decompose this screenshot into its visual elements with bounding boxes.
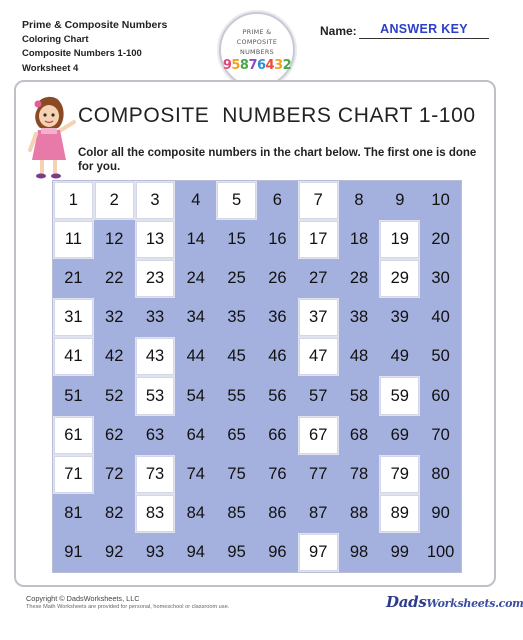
number-cell[interactable]: 54 — [175, 376, 216, 415]
number-cell[interactable]: 72 — [94, 455, 135, 494]
number-cell[interactable]: 31 — [53, 298, 94, 337]
number-cell[interactable]: 48 — [339, 337, 380, 376]
number-cell[interactable]: 62 — [94, 416, 135, 455]
number-cell[interactable]: 76 — [257, 455, 298, 494]
logo-digit: 8 — [239, 58, 249, 73]
number-cell[interactable]: 14 — [175, 220, 216, 259]
header-worksheet-number: Worksheet 4 — [22, 62, 79, 74]
number-cell[interactable]: 56 — [257, 376, 298, 415]
brand-main: Dads — [386, 593, 427, 611]
number-cell[interactable]: 42 — [94, 337, 135, 376]
number-cell[interactable]: 33 — [135, 298, 176, 337]
number-cell[interactable]: 91 — [53, 533, 94, 572]
prime-composite-logo — [219, 12, 295, 88]
number-cell[interactable]: 99 — [379, 533, 420, 572]
dadsworksheets-logo — [386, 593, 523, 611]
number-cell[interactable]: 25 — [216, 259, 257, 298]
number-cell[interactable]: 19 — [379, 220, 420, 259]
number-cell[interactable]: 83 — [135, 494, 176, 533]
logo-text-line1: PRIME & — [242, 28, 272, 36]
number-cell[interactable]: 90 — [420, 494, 461, 533]
brand-sub: Worksheets.com — [426, 597, 523, 610]
number-cell[interactable]: 15 — [216, 220, 257, 259]
number-cell[interactable]: 68 — [339, 416, 380, 455]
number-cell[interactable]: 24 — [175, 259, 216, 298]
number-cell[interactable]: 20 — [420, 220, 461, 259]
number-cell[interactable]: 38 — [339, 298, 380, 337]
number-cell[interactable]: 44 — [175, 337, 216, 376]
number-cell[interactable]: 17 — [298, 220, 339, 259]
number-cell[interactable]: 13 — [135, 220, 176, 259]
number-cell[interactable]: 97 — [298, 533, 339, 572]
logo-digit: 9 — [222, 58, 232, 73]
chart-title: COMPOSITE NUMBERS CHART 1-100 — [78, 104, 476, 127]
number-cell[interactable]: 80 — [420, 455, 461, 494]
number-cell[interactable]: 5 — [216, 181, 257, 220]
number-cell[interactable]: 27 — [298, 259, 339, 298]
number-cell[interactable]: 74 — [175, 455, 216, 494]
number-cell[interactable]: 82 — [94, 494, 135, 533]
number-cell[interactable]: 75 — [216, 455, 257, 494]
number-cell[interactable]: 70 — [420, 416, 461, 455]
footer — [26, 594, 229, 612]
number-cell[interactable]: 41 — [53, 337, 94, 376]
logo-digit: 6 — [257, 58, 266, 73]
number-cell[interactable]: 34 — [175, 298, 216, 337]
number-cell[interactable]: 10 — [420, 181, 461, 220]
number-cell[interactable]: 78 — [339, 455, 380, 494]
number-cell[interactable]: 46 — [257, 337, 298, 376]
number-cell[interactable]: 7 — [298, 181, 339, 220]
number-cell[interactable]: 93 — [135, 533, 176, 572]
number-cell[interactable]: 84 — [175, 494, 216, 533]
logo-digit: 3 — [274, 58, 283, 73]
number-cell[interactable]: 89 — [379, 494, 420, 533]
number-cell[interactable]: 87 — [298, 494, 339, 533]
number-cell[interactable]: 35 — [216, 298, 257, 337]
number-cell[interactable]: 100 — [420, 533, 461, 572]
number-cell[interactable]: 39 — [379, 298, 420, 337]
header-subtitle: Coloring Chart — [22, 33, 89, 45]
copyright-text: Copyright © DadsWorksheets, LLC — [26, 594, 140, 603]
instructions: Color all the composite numbers in the chart below. The first one is done for you. — [78, 147, 477, 173]
number-cell[interactable]: 40 — [420, 298, 461, 337]
number-cell[interactable]: 3 — [135, 181, 176, 220]
number-cell[interactable]: 12 — [94, 220, 135, 259]
logo-digit: 5 — [231, 58, 240, 73]
number-cell[interactable]: 1 — [53, 181, 94, 220]
number-cell[interactable]: 2 — [94, 181, 135, 220]
number-cell[interactable]: 50 — [420, 337, 461, 376]
number-cell[interactable]: 23 — [135, 259, 176, 298]
name-underline — [359, 38, 489, 39]
number-cell[interactable]: 30 — [420, 259, 461, 298]
logo-text-line2: COMPOSITE — [236, 38, 278, 46]
number-cell[interactable]: 73 — [135, 455, 176, 494]
number-cell[interactable]: 79 — [379, 455, 420, 494]
number-cell[interactable]: 26 — [257, 259, 298, 298]
number-cell[interactable]: 64 — [175, 416, 216, 455]
number-cell[interactable]: 57 — [298, 376, 339, 415]
name-value: ANSWER KEY — [380, 22, 468, 36]
number-chart-grid — [52, 180, 462, 573]
number-cell[interactable]: 28 — [339, 259, 380, 298]
girl-illustration-icon — [24, 94, 78, 182]
name-label: Name: — [320, 24, 357, 38]
worksheet-header — [22, 18, 167, 76]
number-cell[interactable]: 96 — [257, 533, 298, 572]
usage-note: These Math Worksheets are provided for personal, homeschool or classroom use. — [26, 604, 230, 610]
number-cell[interactable]: 16 — [257, 220, 298, 259]
number-cell[interactable]: 71 — [53, 455, 94, 494]
number-cell[interactable]: 37 — [298, 298, 339, 337]
number-cell[interactable]: 81 — [53, 494, 94, 533]
number-cell[interactable]: 58 — [339, 376, 380, 415]
logo-digit: 7 — [248, 58, 257, 73]
number-cell[interactable]: 86 — [257, 494, 298, 533]
header-topic: Composite Numbers 1-100 — [22, 48, 142, 59]
number-cell[interactable]: 18 — [339, 220, 380, 259]
number-cell[interactable]: 32 — [94, 298, 135, 337]
number-cell[interactable]: 67 — [298, 416, 339, 455]
number-cell[interactable]: 8 — [339, 181, 380, 220]
number-cell[interactable]: 45 — [216, 337, 257, 376]
number-cell[interactable]: 66 — [257, 416, 298, 455]
number-cell[interactable]: 53 — [135, 376, 176, 415]
number-cell[interactable]: 9 — [379, 181, 420, 220]
number-cell[interactable]: 52 — [94, 376, 135, 415]
number-cell[interactable]: 98 — [339, 533, 380, 572]
number-cell[interactable]: 92 — [94, 533, 135, 572]
logo-digit: 2 — [282, 58, 292, 73]
number-cell[interactable]: 29 — [379, 259, 420, 298]
number-cell[interactable]: 6 — [257, 181, 298, 220]
logo-text-line3: NUMBERS — [240, 48, 274, 56]
number-cell[interactable]: 43 — [135, 337, 176, 376]
number-cell[interactable]: 61 — [53, 416, 94, 455]
logo-digits — [221, 58, 293, 73]
number-cell[interactable]: 88 — [339, 494, 380, 533]
number-cell[interactable]: 4 — [175, 181, 216, 220]
number-cell[interactable]: 85 — [216, 494, 257, 533]
number-cell[interactable]: 51 — [53, 376, 94, 415]
number-cell[interactable]: 55 — [216, 376, 257, 415]
number-cell[interactable]: 63 — [135, 416, 176, 455]
number-cell[interactable]: 21 — [53, 259, 94, 298]
number-cell[interactable]: 49 — [379, 337, 420, 376]
number-cell[interactable]: 22 — [94, 259, 135, 298]
number-cell[interactable]: 60 — [420, 376, 461, 415]
number-cell[interactable]: 95 — [216, 533, 257, 572]
number-cell[interactable]: 77 — [298, 455, 339, 494]
number-cell[interactable]: 65 — [216, 416, 257, 455]
number-cell[interactable]: 11 — [53, 220, 94, 259]
number-cell[interactable]: 59 — [379, 376, 420, 415]
number-cell[interactable]: 69 — [379, 416, 420, 455]
number-cell[interactable]: 47 — [298, 337, 339, 376]
header-title: Prime & Composite Numbers — [22, 19, 168, 31]
number-cell[interactable]: 94 — [175, 533, 216, 572]
logo-digit: 4 — [265, 58, 275, 73]
number-cell[interactable]: 36 — [257, 298, 298, 337]
